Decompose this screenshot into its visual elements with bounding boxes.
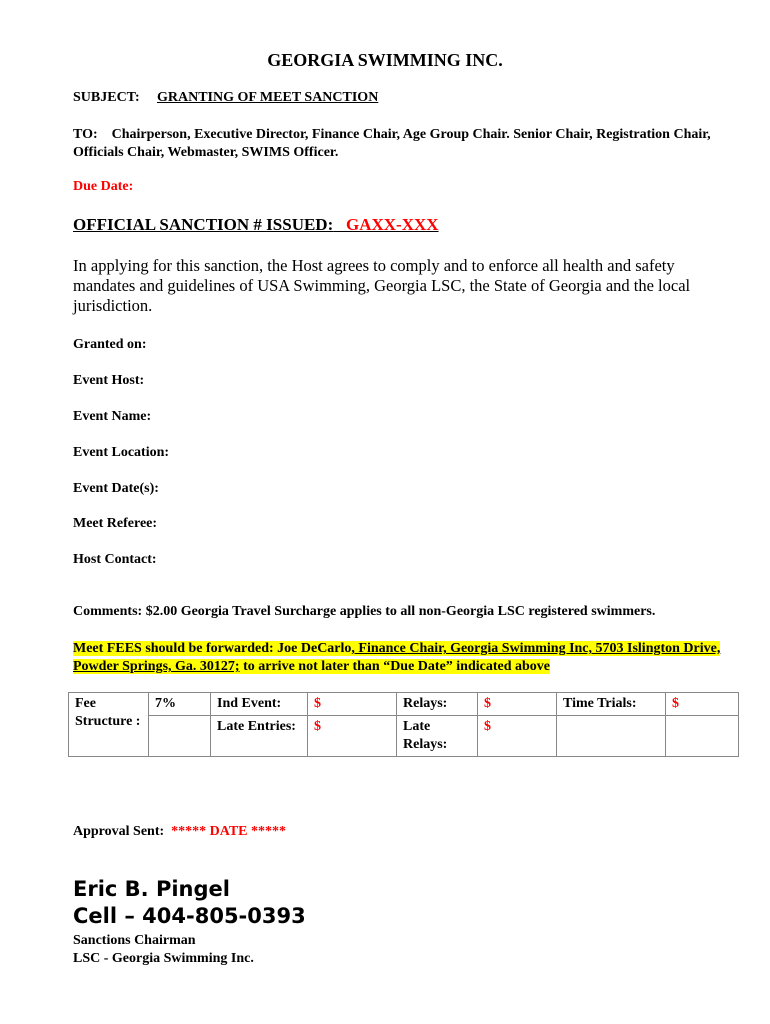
due-date-label: Due Date: — [73, 179, 134, 194]
time-trials-value: $ — [666, 693, 739, 716]
subject-line — [73, 90, 378, 106]
table-row — [69, 693, 739, 716]
field-event-location: Event Location: — [73, 445, 170, 460]
ind-event-label: Ind Event: — [211, 693, 308, 716]
sanction-label: OFFICIAL SANCTION # ISSUED: — [73, 215, 334, 234]
to-line — [73, 126, 738, 162]
field-granted-on: Granted on: — [73, 337, 147, 352]
signer-role: Sanctions Chairman — [73, 933, 196, 948]
field-meet-referee: Meet Referee: — [73, 516, 158, 531]
subject-value: GRANTING OF MEET SANCTION — [157, 90, 379, 105]
relays-value: $ — [478, 693, 557, 716]
fee-structure-table — [68, 692, 739, 757]
sanction-number: GAXX-XXX — [346, 215, 439, 234]
to-label: TO: — [73, 127, 98, 142]
intro-paragraph: In applying for this sanction, the Host agrees to comply and to enforce all health and safety mandates and guidelines of USA Swimming, Georgia LSC, the State of Georgia and the local jurisdiction. — [73, 256, 691, 315]
comments-line: Comments: $2.00 Georgia Travel Surcharge applies to all non-Georgia LSC registered swimmers. — [73, 604, 656, 619]
sanction-line — [73, 215, 439, 235]
field-host-contact: Host Contact: — [73, 552, 157, 567]
time-trials-label: Time Trials: — [557, 693, 666, 716]
fees-note-part1: Meet FEES should be forwarded: Joe DeCarlo — [73, 641, 352, 656]
empty-cell — [557, 716, 666, 757]
late-relays-value: $ — [478, 716, 557, 757]
approval-line — [73, 824, 286, 840]
signer-block — [73, 876, 306, 930]
relays-label: Relays: — [397, 693, 478, 716]
to-recipients: Chairperson, Executive Director, Finance Chair, Age Group Chair. Senior Chair, Registration Chair, Officials Chair, Webmaster, SWIMS Officer. — [73, 127, 711, 160]
field-event-name: Event Name: — [73, 409, 152, 424]
fees-note-part3: to arrive not later than “Due Date” indicated above — [239, 659, 551, 674]
fees-note — [73, 640, 738, 676]
empty-cell — [666, 716, 739, 757]
field-event-dates: Event Date(s): — [73, 481, 159, 496]
table-row — [69, 716, 739, 757]
late-entries-value: $ — [308, 716, 397, 757]
late-relays-label: Late Relays: — [397, 716, 478, 757]
signer-cell: Cell – 404-805-0393 — [73, 904, 306, 928]
fees-note-address: , Finance Chair, Georgia Swimming Inc, 5703 Islington Drive, Powder Springs, Ga. 30127; — [73, 641, 721, 674]
signoff-block — [73, 932, 254, 968]
late-entries-label: Late Entries: — [211, 716, 308, 757]
fee-structure-label: Fee Structure : — [69, 693, 149, 757]
page-title: GEORGIA SWIMMING INC. — [267, 50, 503, 70]
ind-event-value: $ — [308, 693, 397, 716]
fee-percent: 7% — [149, 693, 211, 716]
approval-label: Approval Sent: — [73, 824, 165, 839]
signer-org: LSC - Georgia Swimming Inc. — [73, 951, 254, 966]
field-event-host: Event Host: — [73, 373, 145, 388]
subject-label: SUBJECT: — [73, 90, 140, 105]
empty-cell — [149, 716, 211, 757]
signer-name: Eric B. Pingel — [73, 877, 230, 901]
approval-date: ***** DATE ***** — [171, 824, 287, 839]
